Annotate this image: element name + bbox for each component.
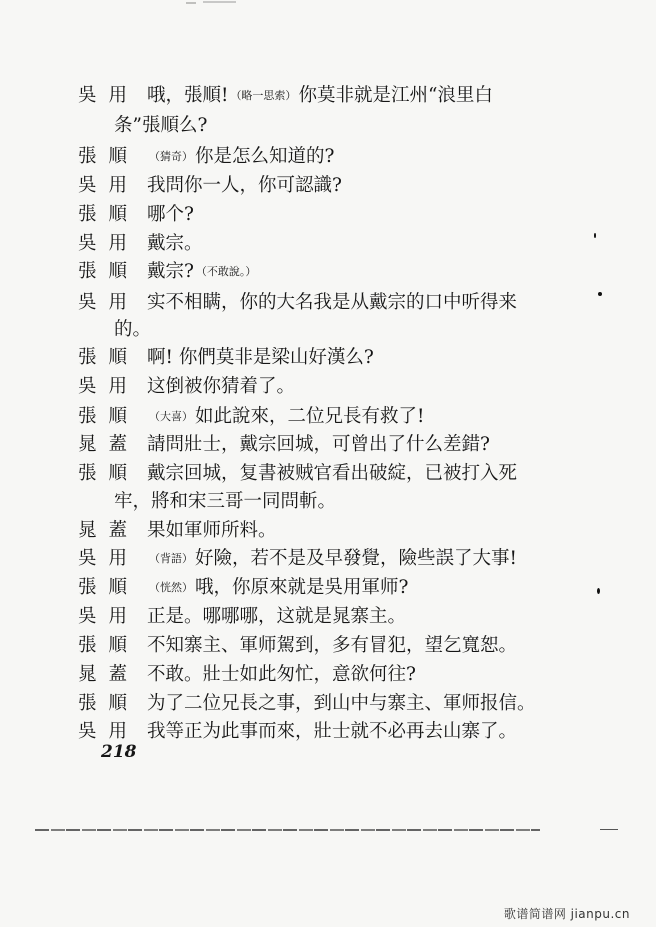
speaker-name: 吳用 — [78, 548, 140, 569]
dialogue-line — [78, 344, 374, 372]
speaker-name: 晁蓋 — [78, 434, 140, 455]
dialogue-line — [78, 460, 517, 488]
speech-text: 果如軍师所料。 — [147, 520, 277, 541]
stage-direction: （不敢說。） — [195, 265, 257, 278]
dialogue-line — [78, 172, 342, 200]
dialogue-line — [78, 690, 536, 718]
page-number: 218 — [101, 742, 137, 762]
dialogue-line — [78, 603, 406, 631]
watermark: 歌谱简谱网 jianpu.cn — [503, 907, 630, 921]
speaker-name: 吳用 — [78, 85, 140, 106]
speaker-name: 吳用 — [78, 376, 140, 397]
speech-text: 請問壯士，戴宗回城，可曾出了什么差錯? — [147, 434, 490, 455]
speaker-name: 吳用 — [78, 175, 140, 196]
speech-text: 你莫非就是江州“浪里白 — [298, 85, 493, 106]
speaker-name: 張順 — [78, 146, 140, 167]
dialogue-line — [78, 632, 517, 660]
dialogue-line — [78, 545, 517, 573]
margin-speck — [594, 233, 596, 238]
speech-text: 你是怎么知道的? — [195, 146, 335, 167]
dialogue-line — [78, 403, 424, 431]
speech-text: 这倒被你猜着了。 — [147, 376, 296, 397]
speech-text: 不敢。壯士如此匆忙，意欲何往? — [147, 664, 416, 685]
speaker-name: 張順 — [78, 635, 140, 656]
speaker-name: 張順 — [78, 261, 140, 282]
stage-direction: （猜奇） — [149, 150, 193, 163]
speech-text: 如此說來，二位兄長有救了! — [195, 406, 425, 427]
dialogue-continuation: 牢，將和宋三哥一同問斬。 — [114, 491, 337, 512]
top-edge-marks — [0, 0, 656, 10]
speaker-name: 張順 — [78, 463, 140, 484]
dialogue-line — [78, 230, 203, 258]
dialogue-line — [78, 574, 408, 602]
dialogue-line — [78, 661, 416, 689]
speech-text: 哦，張順! — [147, 85, 229, 106]
speech-text: 哦，你原來就是吳用軍师? — [195, 577, 409, 598]
speaker-name: 吳用 — [78, 606, 140, 627]
speaker-name: 張順 — [78, 577, 140, 598]
dialogue-line — [78, 258, 258, 286]
dialogue-line — [78, 82, 493, 110]
speech-text: 我等正为此事而來，壯士就不必再去山寨了。 — [147, 721, 518, 742]
speaker-name: 張順 — [78, 204, 140, 225]
dialogue-line — [78, 517, 277, 545]
dialogue-line — [78, 143, 334, 171]
bottom-rule — [35, 829, 540, 831]
stage-direction: （大喜） — [149, 410, 193, 423]
speech-text: 好險，若不是及早發覺，險些誤了大事! — [195, 548, 517, 569]
speech-text: 不知寨主、軍师駕到，多有冒犯，望乞寬恕。 — [147, 635, 518, 656]
stage-direction: （略一思索） — [230, 89, 297, 102]
speaker-name: 吳用 — [78, 292, 140, 313]
speech-text: 戴宗? — [147, 261, 194, 282]
speech-text: 哪个? — [147, 204, 194, 225]
speaker-name: 張順 — [78, 406, 140, 427]
stage-direction: （恍然） — [149, 581, 193, 594]
speaker-name: 晁蓋 — [78, 520, 140, 541]
bottom-rule-end — [600, 829, 618, 830]
dialogue-line — [78, 718, 517, 746]
speech-text: 为了二位兄長之事，到山中与寨主、軍师报信。 — [147, 693, 536, 714]
dialogue-line — [78, 373, 295, 401]
speaker-name: 張順 — [78, 347, 140, 368]
speech-text: 实不相瞒，你的大名我是从戴宗的口中听得来 — [147, 292, 518, 313]
margin-speck — [597, 588, 600, 594]
dialogue-continuation: 条”張順么? — [114, 115, 208, 136]
speaker-name: 吳用 — [78, 721, 140, 742]
speaker-name: 吳用 — [78, 233, 140, 254]
stage-direction: （背語） — [149, 552, 193, 565]
dialogue-line — [78, 201, 194, 229]
dialogue-line — [78, 431, 490, 459]
dialogue-continuation: 的。 — [114, 319, 152, 340]
speaker-name: 晁蓋 — [78, 664, 140, 685]
speaker-name: 張順 — [78, 693, 140, 714]
dialogue-line — [78, 289, 517, 317]
speech-text: 正是。哪哪哪，这就是晁寨主。 — [147, 606, 407, 627]
margin-speck — [598, 292, 602, 296]
speech-text: 啊! 你們莫非是梁山好漢么? — [147, 347, 374, 368]
speech-text: 我問你一人，你可認識? — [147, 175, 342, 196]
speech-text: 戴宗。 — [147, 233, 203, 254]
speech-text: 戴宗回城，复書被贼官看出破綻，已被打入死 — [147, 463, 518, 484]
